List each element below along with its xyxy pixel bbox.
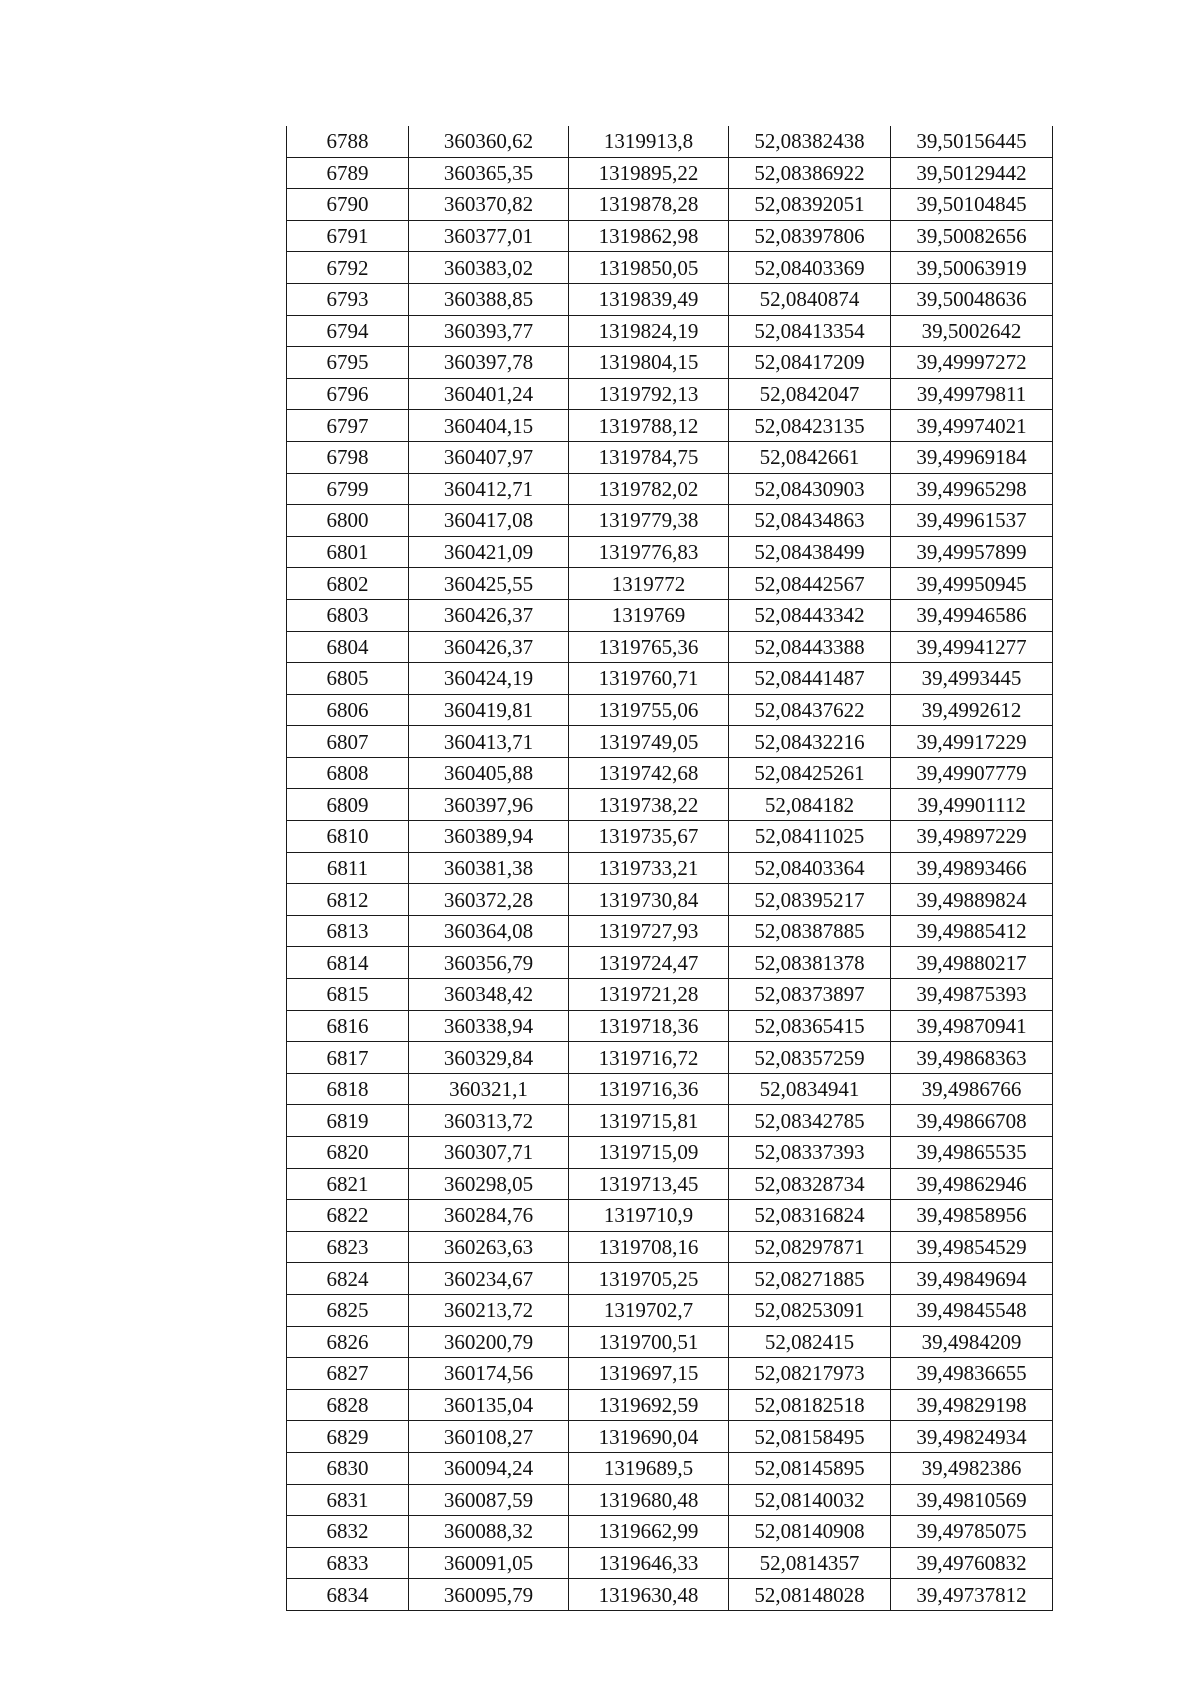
longitude-cell: 39,49854529 [891,1231,1053,1263]
x-coordinate-cell: 360407,97 [409,441,569,473]
y-coordinate-cell: 1319702,7 [569,1294,729,1326]
latitude-cell: 52,08392051 [729,189,891,221]
longitude-cell: 39,49974021 [891,410,1053,442]
latitude-cell: 52,08442567 [729,568,891,600]
x-coordinate-cell: 360174,56 [409,1358,569,1390]
point-number-cell: 6827 [287,1358,409,1390]
y-coordinate-cell: 1319716,72 [569,1042,729,1074]
x-coordinate-cell: 360372,28 [409,884,569,916]
y-coordinate-cell: 1319878,28 [569,189,729,221]
table-row [287,220,1053,252]
table-row [287,1358,1053,1390]
x-coordinate-cell: 360338,94 [409,1010,569,1042]
point-number-cell: 6824 [287,1263,409,1295]
table-row [287,726,1053,758]
point-number-cell: 6818 [287,1073,409,1105]
table-row [287,663,1053,695]
table-row [287,631,1053,663]
latitude-cell: 52,08437622 [729,694,891,726]
coordinate-table-body [287,126,1053,1610]
x-coordinate-cell: 360426,37 [409,631,569,663]
y-coordinate-cell: 1319721,28 [569,979,729,1011]
longitude-cell: 39,49880217 [891,947,1053,979]
latitude-cell: 52,08316824 [729,1200,891,1232]
y-coordinate-cell: 1319715,81 [569,1105,729,1137]
y-coordinate-cell: 1319862,98 [569,220,729,252]
y-coordinate-cell: 1319733,21 [569,852,729,884]
point-number-cell: 6803 [287,599,409,631]
x-coordinate-cell: 360298,05 [409,1168,569,1200]
point-number-cell: 6822 [287,1200,409,1232]
x-coordinate-cell: 360397,78 [409,347,569,379]
x-coordinate-cell: 360313,72 [409,1105,569,1137]
table-row [287,1421,1053,1453]
x-coordinate-cell: 360365,35 [409,157,569,189]
longitude-cell: 39,49870941 [891,1010,1053,1042]
x-coordinate-cell: 360404,15 [409,410,569,442]
longitude-cell: 39,4993445 [891,663,1053,695]
table-row [287,1326,1053,1358]
x-coordinate-cell: 360200,79 [409,1326,569,1358]
longitude-cell: 39,4982386 [891,1452,1053,1484]
latitude-cell: 52,0842047 [729,378,891,410]
x-coordinate-cell: 360095,79 [409,1579,569,1611]
longitude-cell: 39,50129442 [891,157,1053,189]
x-coordinate-cell: 360426,37 [409,599,569,631]
y-coordinate-cell: 1319782,02 [569,473,729,505]
latitude-cell: 52,0840874 [729,283,891,315]
latitude-cell: 52,08253091 [729,1294,891,1326]
x-coordinate-cell: 360381,38 [409,852,569,884]
x-coordinate-cell: 360234,67 [409,1263,569,1295]
latitude-cell: 52,08297871 [729,1231,891,1263]
x-coordinate-cell: 360360,62 [409,126,569,157]
point-number-cell: 6799 [287,473,409,505]
latitude-cell: 52,08328734 [729,1168,891,1200]
point-number-cell: 6830 [287,1452,409,1484]
longitude-cell: 39,50048636 [891,283,1053,315]
latitude-cell: 52,08148028 [729,1579,891,1611]
longitude-cell: 39,49961537 [891,505,1053,537]
x-coordinate-cell: 360383,02 [409,252,569,284]
table-row [287,378,1053,410]
longitude-cell: 39,49810569 [891,1484,1053,1516]
x-coordinate-cell: 360263,63 [409,1231,569,1263]
y-coordinate-cell: 1319772 [569,568,729,600]
point-number-cell: 6805 [287,663,409,695]
table-row [287,821,1053,853]
y-coordinate-cell: 1319742,68 [569,757,729,789]
longitude-cell: 39,49875393 [891,979,1053,1011]
x-coordinate-cell: 360307,71 [409,1137,569,1169]
latitude-cell: 52,08145895 [729,1452,891,1484]
point-number-cell: 6831 [287,1484,409,1516]
y-coordinate-cell: 1319700,51 [569,1326,729,1358]
latitude-cell: 52,08386922 [729,157,891,189]
latitude-cell: 52,082415 [729,1326,891,1358]
longitude-cell: 39,4986766 [891,1073,1053,1105]
y-coordinate-cell: 1319713,45 [569,1168,729,1200]
longitude-cell: 39,49889824 [891,884,1053,916]
point-number-cell: 6802 [287,568,409,600]
table-row [287,1137,1053,1169]
table-row [287,1105,1053,1137]
latitude-cell: 52,0842661 [729,441,891,473]
y-coordinate-cell: 1319705,25 [569,1263,729,1295]
point-number-cell: 6793 [287,283,409,315]
point-number-cell: 6832 [287,1516,409,1548]
longitude-cell: 39,49862946 [891,1168,1053,1200]
table-row [287,694,1053,726]
point-number-cell: 6815 [287,979,409,1011]
table-row [287,157,1053,189]
latitude-cell: 52,08443342 [729,599,891,631]
table-row [287,1516,1053,1548]
latitude-cell: 52,08423135 [729,410,891,442]
latitude-cell: 52,08387885 [729,915,891,947]
point-number-cell: 6788 [287,126,409,157]
longitude-cell: 39,4992612 [891,694,1053,726]
y-coordinate-cell: 1319824,19 [569,315,729,347]
x-coordinate-cell: 360135,04 [409,1389,569,1421]
x-coordinate-cell: 360413,71 [409,726,569,758]
longitude-cell: 39,50104845 [891,189,1053,221]
x-coordinate-cell: 360094,24 [409,1452,569,1484]
y-coordinate-cell: 1319735,67 [569,821,729,853]
table-row [287,410,1053,442]
latitude-cell: 52,08271885 [729,1263,891,1295]
longitude-cell: 39,49849694 [891,1263,1053,1295]
longitude-cell: 39,49824934 [891,1421,1053,1453]
y-coordinate-cell: 1319895,22 [569,157,729,189]
latitude-cell: 52,08417209 [729,347,891,379]
y-coordinate-cell: 1319765,36 [569,631,729,663]
point-number-cell: 6816 [287,1010,409,1042]
x-coordinate-cell: 360088,32 [409,1516,569,1548]
longitude-cell: 39,49858956 [891,1200,1053,1232]
x-coordinate-cell: 360419,81 [409,694,569,726]
longitude-cell: 39,49997272 [891,347,1053,379]
table-row [287,1263,1053,1295]
longitude-cell: 39,4984209 [891,1326,1053,1358]
longitude-cell: 39,49917229 [891,726,1053,758]
table-row [287,789,1053,821]
latitude-cell: 52,08443388 [729,631,891,663]
latitude-cell: 52,08413354 [729,315,891,347]
point-number-cell: 6829 [287,1421,409,1453]
longitude-cell: 39,5002642 [891,315,1053,347]
longitude-cell: 39,49893466 [891,852,1053,884]
y-coordinate-cell: 1319724,47 [569,947,729,979]
longitude-cell: 39,49868363 [891,1042,1053,1074]
longitude-cell: 39,49866708 [891,1105,1053,1137]
x-coordinate-cell: 360370,82 [409,189,569,221]
y-coordinate-cell: 1319662,99 [569,1516,729,1548]
latitude-cell: 52,08441487 [729,663,891,695]
latitude-cell: 52,084182 [729,789,891,821]
y-coordinate-cell: 1319913,8 [569,126,729,157]
point-number-cell: 6811 [287,852,409,884]
y-coordinate-cell: 1319738,22 [569,789,729,821]
longitude-cell: 39,49760832 [891,1547,1053,1579]
y-coordinate-cell: 1319680,48 [569,1484,729,1516]
table-row [287,979,1053,1011]
y-coordinate-cell: 1319788,12 [569,410,729,442]
longitude-cell: 39,49907779 [891,757,1053,789]
y-coordinate-cell: 1319630,48 [569,1579,729,1611]
y-coordinate-cell: 1319792,13 [569,378,729,410]
table-row [287,536,1053,568]
latitude-cell: 52,08373897 [729,979,891,1011]
point-number-cell: 6796 [287,378,409,410]
table-row [287,884,1053,916]
latitude-cell: 52,08430903 [729,473,891,505]
table-row [287,283,1053,315]
point-number-cell: 6828 [287,1389,409,1421]
y-coordinate-cell: 1319760,71 [569,663,729,695]
point-number-cell: 6804 [287,631,409,663]
table-row [287,505,1053,537]
y-coordinate-cell: 1319850,05 [569,252,729,284]
point-number-cell: 6823 [287,1231,409,1263]
x-coordinate-cell: 360388,85 [409,283,569,315]
x-coordinate-cell: 360412,71 [409,473,569,505]
latitude-cell: 52,08397806 [729,220,891,252]
y-coordinate-cell: 1319692,59 [569,1389,729,1421]
y-coordinate-cell: 1319697,15 [569,1358,729,1390]
point-number-cell: 6790 [287,189,409,221]
y-coordinate-cell: 1319784,75 [569,441,729,473]
longitude-cell: 39,49941277 [891,631,1053,663]
table-row [287,1389,1053,1421]
x-coordinate-cell: 360329,84 [409,1042,569,1074]
x-coordinate-cell: 360284,76 [409,1200,569,1232]
y-coordinate-cell: 1319769 [569,599,729,631]
point-number-cell: 6808 [287,757,409,789]
latitude-cell: 52,08217973 [729,1358,891,1390]
point-number-cell: 6795 [287,347,409,379]
table-row [287,1547,1053,1579]
table-row [287,1452,1053,1484]
longitude-cell: 39,49785075 [891,1516,1053,1548]
table-row [287,568,1053,600]
table-row [287,473,1053,505]
y-coordinate-cell: 1319710,9 [569,1200,729,1232]
x-coordinate-cell: 360091,05 [409,1547,569,1579]
x-coordinate-cell: 360087,59 [409,1484,569,1516]
latitude-cell: 52,08337393 [729,1137,891,1169]
longitude-cell: 39,50082656 [891,220,1053,252]
y-coordinate-cell: 1319690,04 [569,1421,729,1453]
latitude-cell: 52,0834941 [729,1073,891,1105]
longitude-cell: 39,49885412 [891,915,1053,947]
point-number-cell: 6813 [287,915,409,947]
longitude-cell: 39,50063919 [891,252,1053,284]
point-number-cell: 6819 [287,1105,409,1137]
point-number-cell: 6801 [287,536,409,568]
y-coordinate-cell: 1319776,83 [569,536,729,568]
longitude-cell: 39,50156445 [891,126,1053,157]
longitude-cell: 39,49950945 [891,568,1053,600]
x-coordinate-cell: 360393,77 [409,315,569,347]
latitude-cell: 52,08182518 [729,1389,891,1421]
latitude-cell: 52,08342785 [729,1105,891,1137]
point-number-cell: 6797 [287,410,409,442]
point-number-cell: 6812 [287,884,409,916]
y-coordinate-cell: 1319839,49 [569,283,729,315]
point-number-cell: 6789 [287,157,409,189]
y-coordinate-cell: 1319749,05 [569,726,729,758]
latitude-cell: 52,08140032 [729,1484,891,1516]
x-coordinate-cell: 360213,72 [409,1294,569,1326]
table-row [287,1042,1053,1074]
latitude-cell: 52,08158495 [729,1421,891,1453]
table-row [287,1073,1053,1105]
table-row [287,852,1053,884]
latitude-cell: 52,08434863 [729,505,891,537]
longitude-cell: 39,49836655 [891,1358,1053,1390]
point-number-cell: 6809 [287,789,409,821]
x-coordinate-cell: 360401,24 [409,378,569,410]
point-number-cell: 6833 [287,1547,409,1579]
x-coordinate-cell: 360397,96 [409,789,569,821]
point-number-cell: 6820 [287,1137,409,1169]
point-number-cell: 6807 [287,726,409,758]
y-coordinate-cell: 1319716,36 [569,1073,729,1105]
longitude-cell: 39,49845548 [891,1294,1053,1326]
table-row [287,347,1053,379]
longitude-cell: 39,49946586 [891,599,1053,631]
x-coordinate-cell: 360356,79 [409,947,569,979]
latitude-cell: 52,08395217 [729,884,891,916]
latitude-cell: 52,08438499 [729,536,891,568]
point-number-cell: 6810 [287,821,409,853]
y-coordinate-cell: 1319708,16 [569,1231,729,1263]
table-row [287,441,1053,473]
x-coordinate-cell: 360405,88 [409,757,569,789]
latitude-cell: 52,08382438 [729,126,891,157]
point-number-cell: 6821 [287,1168,409,1200]
point-number-cell: 6806 [287,694,409,726]
longitude-cell: 39,49969184 [891,441,1053,473]
longitude-cell: 39,49979811 [891,378,1053,410]
point-number-cell: 6794 [287,315,409,347]
y-coordinate-cell: 1319689,5 [569,1452,729,1484]
point-number-cell: 6798 [287,441,409,473]
y-coordinate-cell: 1319718,36 [569,1010,729,1042]
x-coordinate-cell: 360364,08 [409,915,569,947]
x-coordinate-cell: 360108,27 [409,1421,569,1453]
table-row [287,1231,1053,1263]
table-row [287,315,1053,347]
latitude-cell: 52,08411025 [729,821,891,853]
longitude-cell: 39,49829198 [891,1389,1053,1421]
x-coordinate-cell: 360348,42 [409,979,569,1011]
table-row [287,757,1053,789]
latitude-cell: 52,08357259 [729,1042,891,1074]
y-coordinate-cell: 1319715,09 [569,1137,729,1169]
table-row [287,252,1053,284]
table-row [287,1294,1053,1326]
table-row [287,947,1053,979]
longitude-cell: 39,49737812 [891,1579,1053,1611]
point-number-cell: 6834 [287,1579,409,1611]
point-number-cell: 6817 [287,1042,409,1074]
x-coordinate-cell: 360425,55 [409,568,569,600]
longitude-cell: 39,49901112 [891,789,1053,821]
table-row [287,189,1053,221]
table-row [287,1579,1053,1611]
table-row [287,599,1053,631]
x-coordinate-cell: 360417,08 [409,505,569,537]
x-coordinate-cell: 360377,01 [409,220,569,252]
table-row [287,1200,1053,1232]
longitude-cell: 39,49957899 [891,536,1053,568]
point-number-cell: 6826 [287,1326,409,1358]
table-row [287,1484,1053,1516]
point-number-cell: 6825 [287,1294,409,1326]
y-coordinate-cell: 1319755,06 [569,694,729,726]
table-row [287,1168,1053,1200]
latitude-cell: 52,0814357 [729,1547,891,1579]
longitude-cell: 39,49865535 [891,1137,1053,1169]
y-coordinate-cell: 1319727,93 [569,915,729,947]
y-coordinate-cell: 1319804,15 [569,347,729,379]
table-row [287,915,1053,947]
x-coordinate-cell: 360421,09 [409,536,569,568]
longitude-cell: 39,49965298 [891,473,1053,505]
x-coordinate-cell: 360424,19 [409,663,569,695]
table-row [287,126,1053,157]
latitude-cell: 52,08365415 [729,1010,891,1042]
y-coordinate-cell: 1319646,33 [569,1547,729,1579]
x-coordinate-cell: 360321,1 [409,1073,569,1105]
point-number-cell: 6792 [287,252,409,284]
latitude-cell: 52,08425261 [729,757,891,789]
coordinate-table [286,126,1053,1611]
y-coordinate-cell: 1319779,38 [569,505,729,537]
longitude-cell: 39,49897229 [891,821,1053,853]
latitude-cell: 52,08140908 [729,1516,891,1548]
latitude-cell: 52,08403369 [729,252,891,284]
point-number-cell: 6814 [287,947,409,979]
latitude-cell: 52,08381378 [729,947,891,979]
latitude-cell: 52,08432216 [729,726,891,758]
table-row [287,1010,1053,1042]
y-coordinate-cell: 1319730,84 [569,884,729,916]
point-number-cell: 6800 [287,505,409,537]
point-number-cell: 6791 [287,220,409,252]
latitude-cell: 52,08403364 [729,852,891,884]
x-coordinate-cell: 360389,94 [409,821,569,853]
